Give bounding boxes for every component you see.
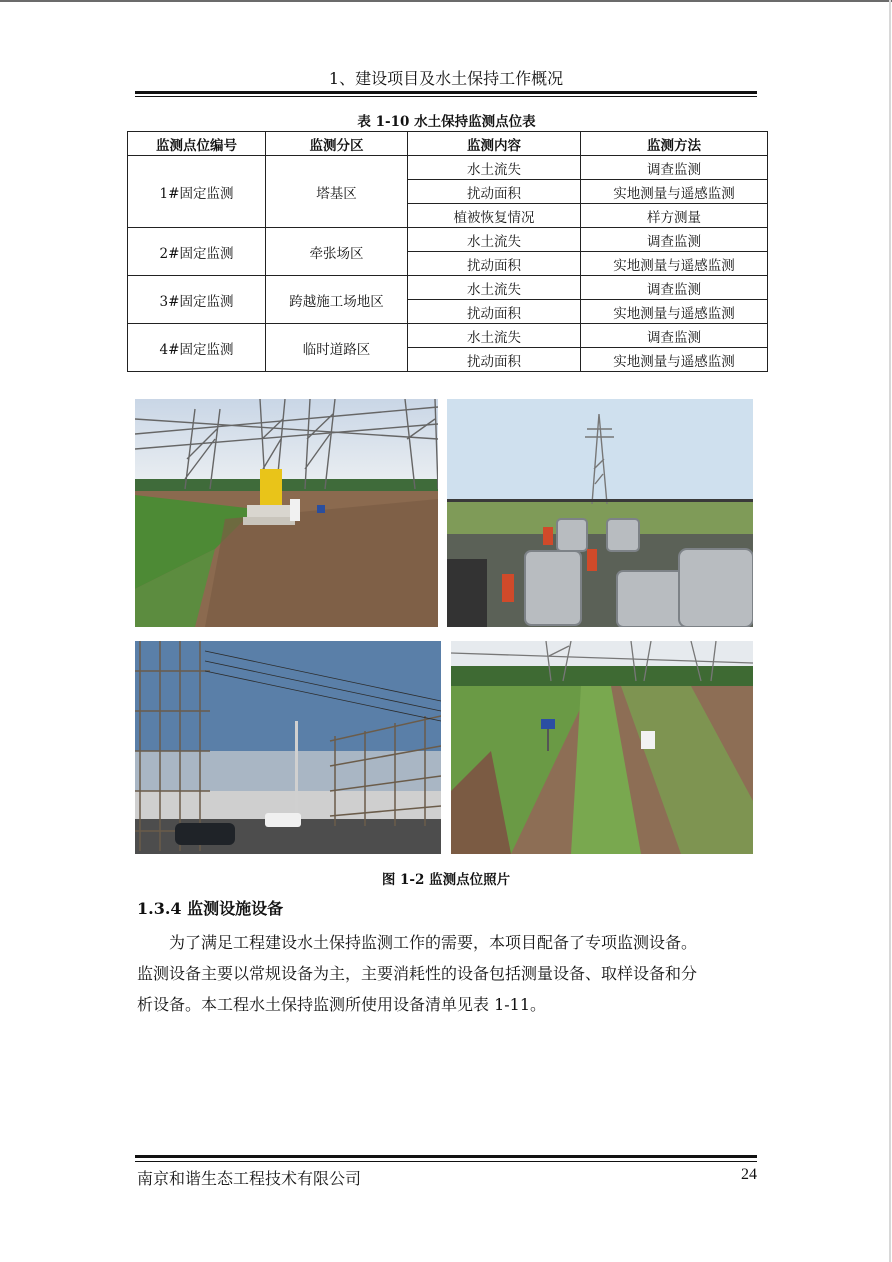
column-header-zone: 监测分区 — [266, 132, 408, 156]
zone-cell: 塔基区 — [266, 156, 408, 228]
body-paragraph — [137, 927, 759, 1020]
figure-caption: 图 1-2 监测点位照片 — [381, 872, 511, 888]
table-row — [128, 156, 768, 180]
content-cell: 扰动面积 — [408, 348, 581, 372]
column-header-point: 监测点位编号 — [128, 132, 266, 156]
photo-tensioning-site — [447, 399, 753, 627]
paragraph-line: 析设备。本工程水土保持监测所使用设备清单见表 1-11。 — [137, 995, 547, 1014]
point-cell: 3#固定监测 — [128, 276, 266, 324]
monitoring-points-table — [127, 131, 768, 372]
content-cell: 水土流失 — [408, 156, 581, 180]
zone-cell: 跨越施工场地区 — [266, 276, 408, 324]
content-cell: 植被恢复情况 — [408, 204, 581, 228]
content-cell: 扰动面积 — [408, 180, 581, 204]
footer-company: 南京和谐生态工程技术有限公司 — [137, 1169, 362, 1188]
section-heading: 1.3.4 监测设施设备 — [137, 899, 284, 918]
column-header-method: 监测方法 — [581, 132, 768, 156]
method-cell: 实地测量与遥感监测 — [581, 300, 768, 324]
method-cell: 实地测量与遥感监测 — [581, 252, 768, 276]
paragraph-line: 为了满足工程建设水土保持监测工作的需要，本项目配备了专项监测设备。 — [137, 933, 698, 952]
header-rule-thin — [135, 96, 757, 97]
method-cell: 调查监测 — [581, 324, 768, 348]
page-right-edge — [889, 0, 891, 1262]
method-cell: 实地测量与遥感监测 — [581, 180, 768, 204]
column-header-content: 监测内容 — [408, 132, 581, 156]
table-header-row — [128, 132, 768, 156]
page-top-edge — [0, 0, 892, 2]
content-cell: 水土流失 — [408, 324, 581, 348]
page-number: 24 — [741, 1166, 757, 1183]
paragraph-line: 监测设备主要以常规设备为主，主要消耗性的设备包括测量设备、取样设备和分 — [137, 964, 698, 983]
method-cell: 调查监测 — [581, 276, 768, 300]
footer-rule-thin — [135, 1161, 757, 1162]
table-row — [128, 228, 768, 252]
content-cell: 扰动面积 — [408, 300, 581, 324]
point-cell: 1#固定监测 — [128, 156, 266, 228]
table-row — [128, 324, 768, 348]
method-cell: 样方测量 — [581, 204, 768, 228]
photo-crossing-scaffold — [135, 641, 441, 854]
table-caption: 表 1-10 水土保持监测点位表 — [357, 114, 536, 130]
content-cell: 水土流失 — [408, 228, 581, 252]
content-cell: 扰动面积 — [408, 252, 581, 276]
header-rule-thick — [135, 91, 757, 94]
point-cell: 2#固定监测 — [128, 228, 266, 276]
zone-cell: 临时道路区 — [266, 324, 408, 372]
table-row — [128, 276, 768, 300]
zone-cell: 牵张场区 — [266, 228, 408, 276]
point-cell: 4#固定监测 — [128, 324, 266, 372]
method-cell: 实地测量与遥感监测 — [581, 348, 768, 372]
method-cell: 调查监测 — [581, 228, 768, 252]
method-cell: 调查监测 — [581, 156, 768, 180]
running-header: 1、建设项目及水土保持工作概况 — [328, 69, 564, 88]
photo-temporary-road — [451, 641, 753, 854]
photo-tower-base-site — [135, 399, 438, 627]
content-cell: 水土流失 — [408, 276, 581, 300]
footer-rule-thick — [135, 1155, 757, 1158]
